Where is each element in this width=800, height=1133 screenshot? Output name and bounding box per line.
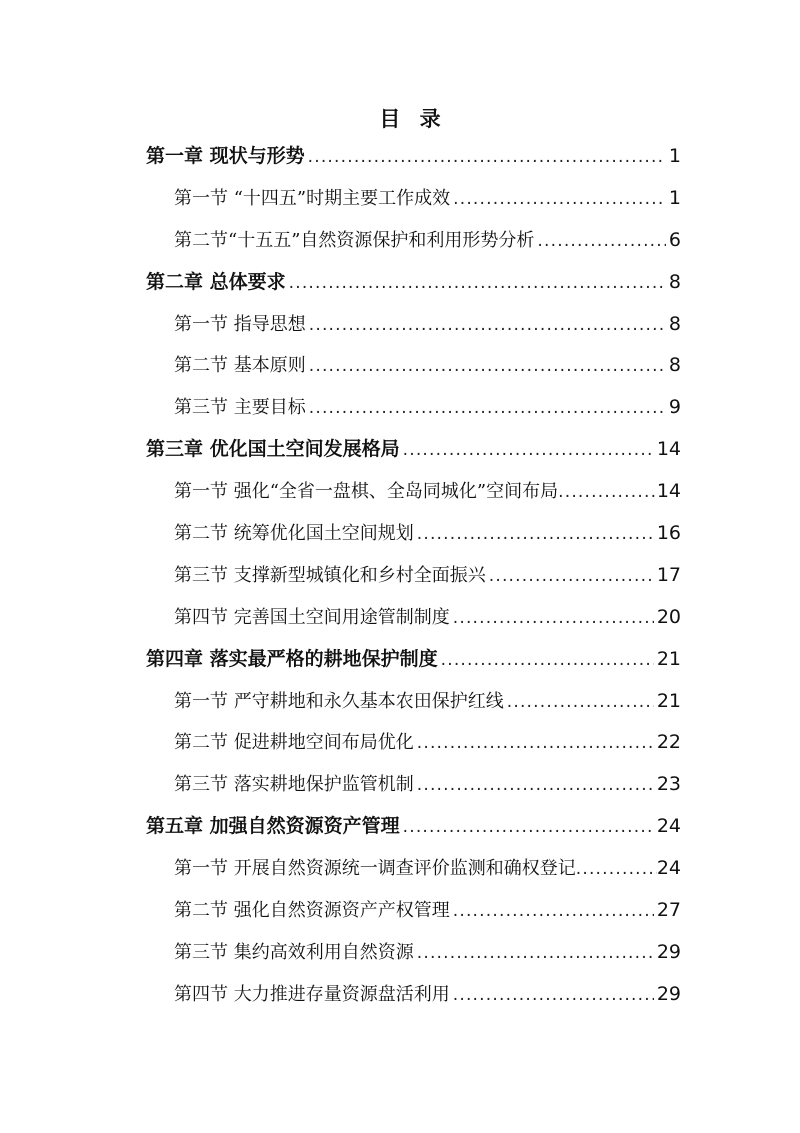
dot-leader [417,723,654,764]
toc-entry-page: 20 [656,605,681,628]
dot-leader [489,556,654,597]
toc-entry-page: 23 [656,773,681,796]
toc-entry-label: 第二章 总体要求 [146,270,286,293]
toc-title: 目 录 [379,107,447,131]
toc-entry-page: 6 [668,228,681,251]
dot-leader [441,640,654,681]
dot-leader [417,765,654,806]
toc-chapter-2[interactable] [146,262,681,304]
toc-section-4-1[interactable] [146,681,681,723]
toc-chapter-3[interactable] [146,429,681,471]
dot-leader [309,346,666,387]
dot-leader [289,263,666,304]
toc-entry-label: 第二节 基本原则 [174,355,306,377]
toc-entry-label: 第二节 统筹优化国土空间规划 [174,523,414,545]
toc-entry-page: 8 [668,270,681,293]
toc-entry-label: 第三节 集约高效利用自然资源 [174,941,414,963]
toc-section-2-1[interactable] [146,304,681,346]
table-of-contents [146,136,681,1016]
toc-entry-label: 第二节 强化自然资源资产产权管理 [174,900,450,922]
toc-entry-page: 14 [656,480,681,503]
toc-entry-label: 第四节 完善国土空间用途管制制度 [174,606,450,628]
toc-section-4-3[interactable] [146,764,681,806]
dot-leader [453,598,654,639]
toc-entry-page: 17 [656,563,681,586]
toc-entry-label: 第三节 落实耕地保护监管机制 [174,774,414,796]
toc-section-1-1[interactable] [146,178,681,220]
toc-section-1-2[interactable] [146,220,681,262]
dot-leader [417,933,654,974]
toc-entry-label: 第三节 主要目标 [174,397,306,419]
dot-leader [537,221,666,262]
toc-entry-label: 第三节 支撑新型城镇化和乡村全面振兴 [174,564,486,586]
toc-section-3-1[interactable] [146,471,681,513]
toc-chapter-4[interactable] [146,639,681,681]
dot-leader [417,514,654,555]
toc-entry-label: 第二节 促进耕地空间布局优化 [174,732,414,754]
toc-section-2-2[interactable] [146,345,681,387]
toc-section-5-3[interactable] [146,932,681,974]
toc-entry-label: 第一节 开展自然资源统一调查评价监测和确权登记 [174,858,576,880]
dot-leader [507,682,654,723]
toc-chapter-5[interactable] [146,806,681,848]
toc-section-5-4[interactable] [146,974,681,1016]
toc-entry-label: 第一章 现状与形势 [146,145,305,167]
toc-section-4-2[interactable] [146,722,681,764]
dot-leader [453,179,666,220]
toc-section-3-2[interactable] [146,513,681,555]
toc-entry-page: 22 [656,731,681,754]
dot-leader [558,472,657,513]
toc-chapter-1[interactable] [146,136,681,178]
toc-entry-page: 21 [656,647,681,670]
dot-leader [309,305,666,346]
dot-leader [453,975,654,1016]
toc-section-3-3[interactable] [146,555,681,597]
toc-entry-label: 第一节 严守耕地和永久基本农田保护红线 [174,690,504,712]
toc-entry-page: 29 [656,940,681,963]
dot-leader [403,430,654,471]
toc-entry-label: 第一节 “十四五”时期主要工作成效 [174,187,451,209]
toc-entry-page: 21 [656,689,681,712]
dot-leader [309,388,666,429]
dot-leader [308,137,666,178]
toc-entry-label: 第四节 大力推进存量资源盘活利用 [174,983,450,1005]
dot-leader [403,807,654,848]
toc-entry-label: 第三章 优化国土空间发展格局 [146,438,400,461]
toc-entry-label: 第五章 加强自然资源资产管理 [146,815,400,838]
toc-entry-page: 27 [656,899,681,922]
toc-entry-page: 8 [668,312,681,335]
toc-entry-page: 1 [668,145,681,167]
toc-entry-label: 第一节 强化“全省一盘棋、全岛同城化”空间布局 [174,481,559,503]
toc-section-2-3[interactable] [146,387,681,429]
toc-entry-page: 9 [668,396,681,419]
toc-entry-label: 第四章 落实最严格的耕地保护制度 [146,647,438,670]
toc-entry-page: 16 [656,522,681,545]
toc-entry-page: 29 [656,982,681,1005]
toc-entry-label: 第二节“十五五”自然资源保护和利用形势分析 [174,229,535,251]
toc-entry-page: 24 [656,857,681,880]
toc-entry-page: 1 [668,186,681,209]
dot-leader [453,891,654,932]
toc-entry-page: 14 [656,438,681,461]
toc-section-5-2[interactable] [146,890,681,932]
toc-entry-page: 8 [668,354,681,377]
toc-section-5-1[interactable] [146,848,681,890]
dot-leader [576,849,657,890]
toc-entry-page: 24 [656,815,681,838]
toc-section-3-4[interactable] [146,597,681,639]
toc-entry-label: 第一节 指导思想 [174,313,306,335]
